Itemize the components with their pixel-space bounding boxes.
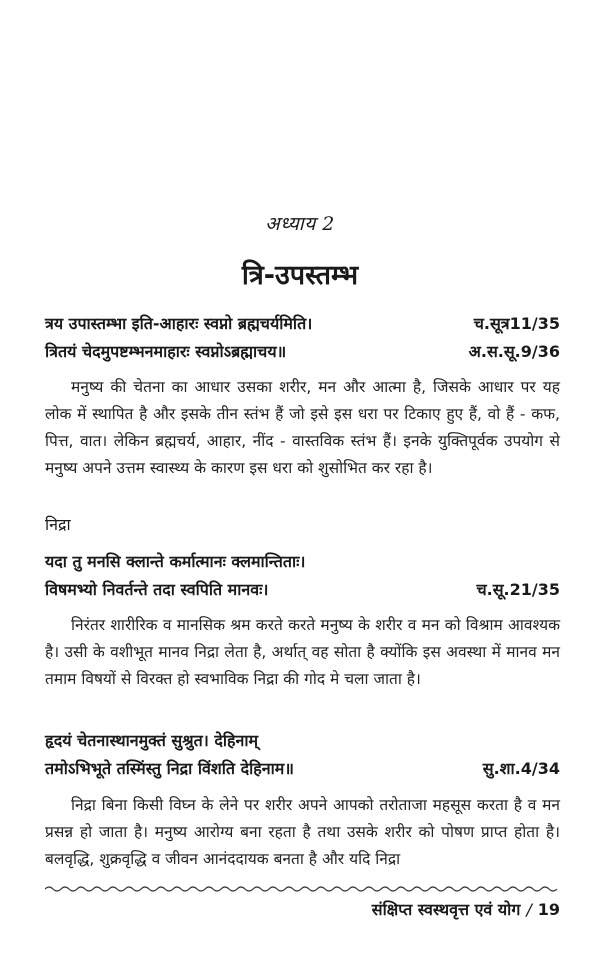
page-number: 19 bbox=[537, 900, 560, 919]
verse-block-2 bbox=[45, 548, 560, 604]
verse-line bbox=[45, 576, 560, 604]
paragraph-3: निद्रा बिना किसी विघ्न के लेने पर शरीर अपने आपको तरोताजा महसूस करता है व मन प्रसन्न हो जाता है। मनुष्य आरोग्य बना रहता है तथा उसके शरीर को पोषण प्राप्त होता है। बलवृद्धि, शुक्रवृद्धि व जीवन आनंददायक बनता है और यदि निद्रा bbox=[45, 796, 560, 868]
chapter-label: अध्याय 2 bbox=[265, 213, 335, 235]
verse-reference: च.सूत्र11/35 bbox=[473, 314, 560, 333]
paragraph-1: मनुष्य की चेतना का आधार उसका शरीर, मन और आत्मा है, जिसके आधार पर यह लोक में स्थापित है और इसके तीन स्तंभ हैं जो इसे इस धरा पर टिकाए हुए हैं, वो हैं - कफ, पित्त, वात। लेकिन ब्रह्मचर्य, आहार, नींद - वास्तविक स्तंभ हैं। इनके युक्तिपूर्वक उपयोग से मनुष्य अपने उत्तम स्वास्थ्य के कारण इस धरा को शुसोभित कर रहा है। bbox=[45, 378, 560, 477]
verse-text: यदा तु मनसि क्लान्ते कर्मात्मानः क्लमान्तिताः। bbox=[45, 552, 306, 571]
verse-reference bbox=[552, 548, 560, 576]
chapter-title: त्रि-उपस्तम्भ bbox=[241, 260, 359, 291]
verse-reference: अ.स.सू.9/36 bbox=[468, 342, 560, 361]
verse-text: विषमभ्यो निवर्तन्ते तदा स्वपिति मानवः। bbox=[45, 580, 269, 599]
verse-block-1 bbox=[45, 310, 560, 366]
wavy-divider bbox=[45, 885, 560, 893]
verse-line bbox=[45, 310, 560, 338]
verse-line bbox=[45, 338, 560, 366]
verse-block-3 bbox=[45, 727, 560, 783]
verse-text: तमोऽभिभूते तस्मिंस्तु निद्रा विंशति देहिनाम॥ bbox=[45, 759, 294, 778]
verse-text: हृदयं चेतनास्थानमुक्तं सुश्रुत। देहिनाम् bbox=[45, 731, 259, 750]
verse-text: त्रितयं चेदमुपष्टम्भनमाहारः स्वप्नोऽब्रह्माचय॥ bbox=[45, 342, 287, 361]
verse-line bbox=[45, 727, 560, 755]
section-heading: निद्रा bbox=[45, 515, 71, 534]
verse-reference: च.सू.21/35 bbox=[476, 580, 560, 599]
page-footer bbox=[45, 898, 560, 920]
verse-line bbox=[45, 548, 560, 576]
verse-line bbox=[45, 755, 560, 783]
footer-book-title: संक्षिप्त स्वस्थवृत्त एवं योग bbox=[371, 900, 521, 919]
verse-reference: सु.शा.4/34 bbox=[482, 759, 560, 778]
verse-reference bbox=[552, 727, 560, 755]
verse-text: त्रय उपास्तम्भा इति-आहारः स्वप्नो ब्रह्मचर्यमिति। bbox=[45, 314, 313, 333]
footer-separator: / bbox=[526, 900, 532, 919]
paragraph-2: निरंतर शारीरिक व मानसिक श्रम करते करते मनुष्य के शरीर व मन को विश्राम आवश्यक है। उसी के वशीभूत मानव निद्रा लेता है, अर्थात् वह सोता है क्योंकि इस अवस्था में मानव मन तमाम विषयों से विरक्त हो स्वभाविक निद्रा की गोद मे चला जाता है। bbox=[45, 616, 560, 688]
